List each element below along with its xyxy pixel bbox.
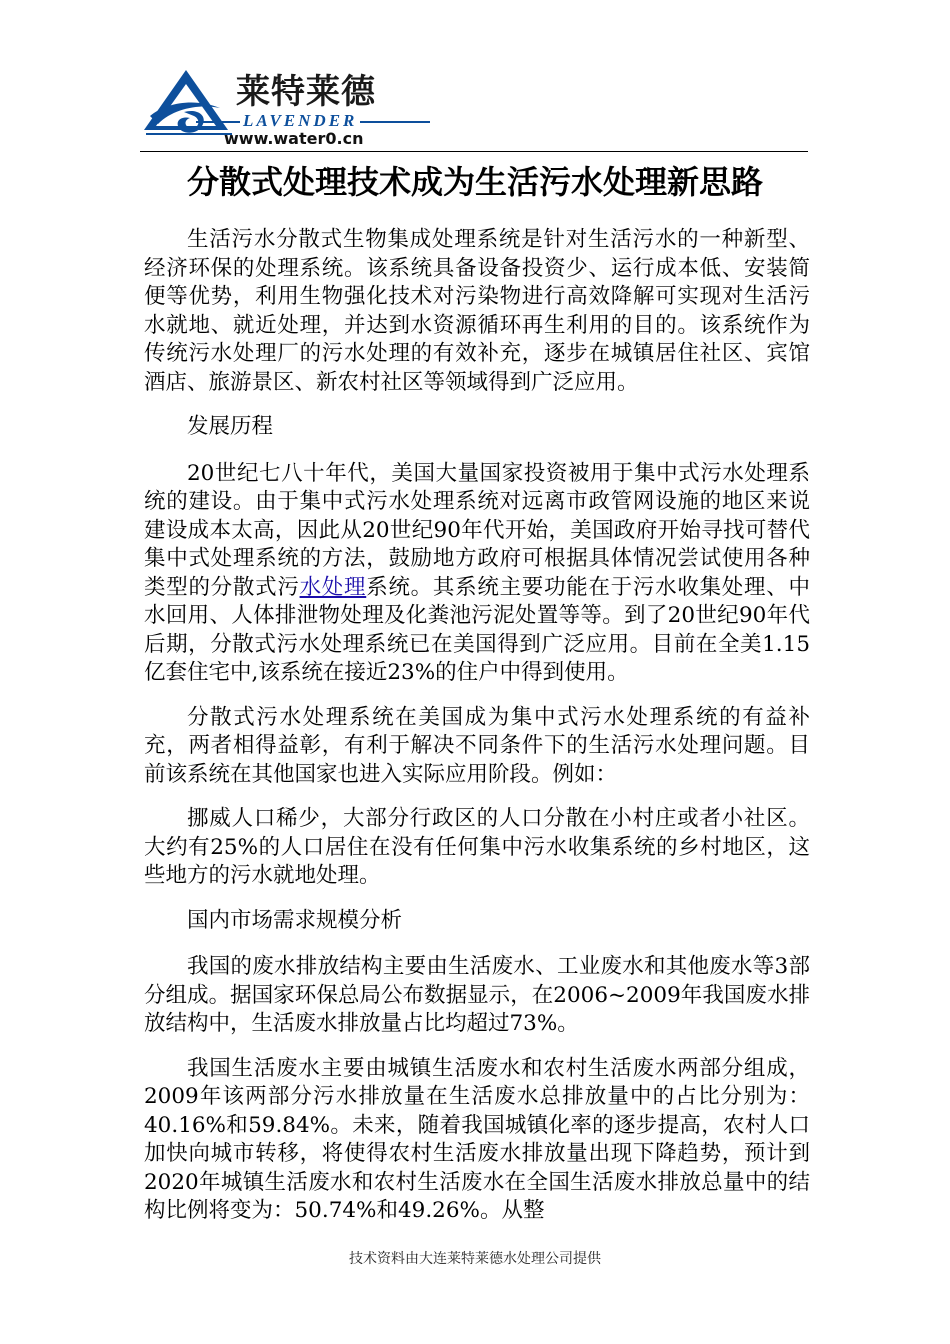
- page-footer: 技术资料由大连莱特莱德水处理公司提供: [349, 1251, 601, 1267]
- brand-name-en: LAVENDER: [240, 112, 360, 130]
- brand-url: www.water0.cn: [224, 129, 364, 148]
- paragraph-history-text-2: 系统。其系统主要功能在于污水收集处理、中水回用、人体排泄物处理及化粪池污泥处置等等。到了20世纪90年代后期，分散式污水处理系统已在美国得到广泛应用。目前在全美1.15亿套住宅中,该系统在接近23%的住户中得到使用。: [144, 574, 810, 685]
- company-logo: [140, 68, 430, 150]
- paragraph-history-text-1: 20世纪七八十年代，美国大量国家投资被用于集中式污水处理系统的建设。由于集中式污水处理系统对远离市政管网设施的地区来说建设成本太高，因此从20世纪90年代开始，美国政府开始寻找可替代集中式处理系统的方法，鼓励地方政府可根据具体情况尝试使用各种类型的分散式污: [144, 460, 810, 600]
- paragraph-wastewater-structure: 我国的废水排放结构主要由生活废水、工业废水和其他废水等3部分组成。据国家环保总局公布数据显示，在2006~2009年我国废水排放结构中，生活废水排放量占比均超过73%。: [144, 954, 810, 1036]
- header-divider: [140, 151, 808, 152]
- document-title: 分散式处理技术成为生活污水处理新思路: [186, 163, 763, 201]
- paragraph-intro: 生活污水分散式生物集成处理系统是针对生活污水的一种新型、经济环保的处理系统。该系统具备设备投资少、运行成本低、安装简便等优势，利用生物强化技术对污染物进行高效降解可实现对生活污水就地、就近处理，并达到水资源循环再生利用的目的。该系统作为传统污水处理厂的污水处理的有效补充，逐步在城镇居住社区、宾馆酒店、旅游景区、新农村社区等领域得到广泛应用。: [144, 227, 810, 395]
- section-heading-history: 发展历程: [187, 414, 274, 439]
- section-heading-market: 国内市场需求规模分析: [187, 907, 403, 933]
- paragraph-history: [144, 460, 810, 688]
- water-treatment-link[interactable]: 水处理: [299, 574, 367, 600]
- paragraph-domestic-wastewater: 我国生活废水主要由城镇生活废水和农村生活废水两部分组成，2009年该两部分污水排放量在生活废水总排放量中的占比分别为：40.16%和59.84%。未来，随着我国城镇化率的逐步提高，农村人口加快向城市转移，将使得农村生活废水排放量出现下降趋势，预计到2020年城镇生活废水和农村生活废水在全国生活废水排放总量中的结构比例将变为：50.74%和49.26%。从整: [144, 1055, 810, 1223]
- brand-name-cn: 莱特莱德: [236, 72, 376, 112]
- document-body: [144, 226, 810, 1242]
- paragraph-norway: 挪威人口稀少，大部分行政区的人口分散在小村庄或者小社区。大约有25%的人口居住在没有任何集中污水收集系统的乡村地区，这些地方的污水就地处理。: [144, 806, 810, 888]
- paragraph-complement: 分散式污水处理系统在美国成为集中式污水处理系统的有益补充，两者相得益彰，有利于解决不同条件下的生活污水处理问题。目前该系统在其他国家也进入实际应用阶段。例如：: [144, 704, 810, 787]
